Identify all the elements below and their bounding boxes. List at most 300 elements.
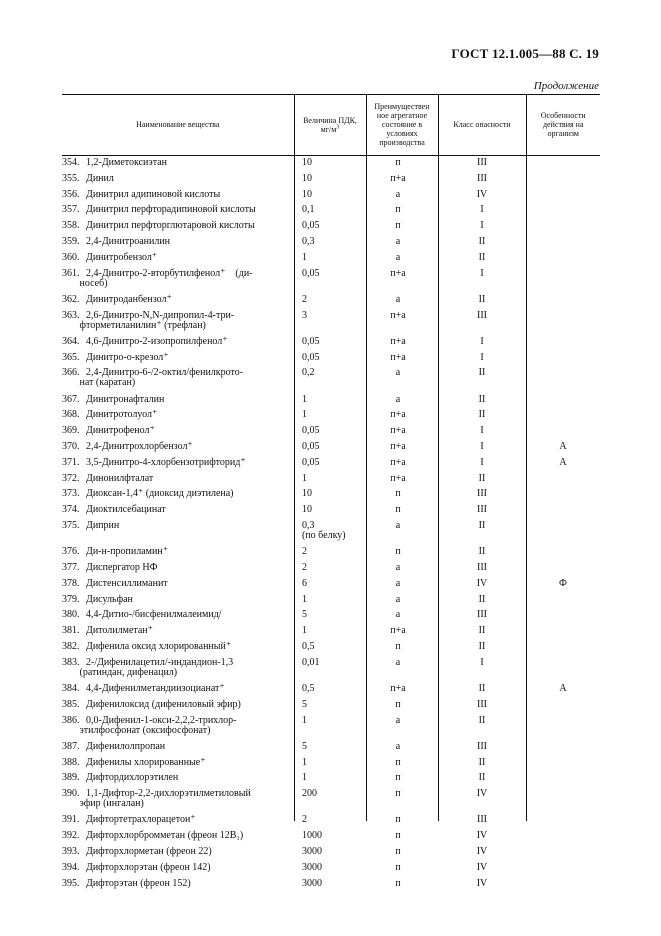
cell-state: а — [395, 562, 401, 573]
cell-state: п+а — [390, 409, 406, 421]
table-row — [62, 879, 600, 889]
substance-name: Дифенилолпропан — [86, 740, 166, 752]
cell-features: Ф — [559, 577, 567, 589]
table-row — [62, 579, 600, 589]
cell-class: I — [480, 456, 484, 468]
cell-state: п+а — [390, 441, 406, 452]
cell-name — [62, 758, 284, 768]
cell-pdk: 0,05 — [302, 425, 320, 437]
header-name: Наименование вещества — [62, 94, 294, 156]
substance-name: 1,2-Диметоксиэтан — [86, 157, 167, 168]
substance-name: Динитрил перфторадипиновой кислоты — [86, 204, 256, 216]
table-row — [62, 410, 600, 420]
header-pdk-text: Величина ПДК, мг/м — [303, 115, 357, 134]
cell-state: п — [395, 157, 401, 168]
continued-label: Продолжение — [533, 80, 599, 92]
substance-name: 2,4-Динитро-6-/2-октил/фенилкрото- нат (каратан) — [79, 367, 244, 389]
table-row — [62, 863, 600, 873]
cell-state: а — [395, 293, 401, 305]
row-number: 366. — [62, 367, 80, 379]
cell-class: II — [478, 472, 486, 484]
row-number: 359. — [62, 236, 80, 247]
cell-class: II — [478, 251, 486, 263]
cell-pdk: 0,05 — [302, 335, 320, 347]
cell-name — [62, 847, 284, 857]
cell-class: I — [480, 204, 484, 216]
substance-name: Ди-н-пропиламин⁺ — [86, 546, 168, 558]
cell-name — [62, 773, 284, 783]
row-number: 384. — [62, 683, 80, 694]
substance-name: Дифторхлорметан (фреон 22) — [86, 846, 212, 857]
cell-class: II — [478, 772, 486, 784]
cell-name — [62, 521, 284, 531]
cell-pdk: 0,05 — [302, 441, 320, 452]
row-number: 376. — [62, 546, 80, 558]
cell-name — [62, 458, 284, 468]
substance-name: Дитолилметан⁺ — [86, 625, 153, 637]
table-row — [62, 295, 600, 305]
substance-name: 4,6-Динитро-2-изопропилфенол⁺ — [86, 335, 228, 347]
table-row — [62, 337, 600, 347]
cell-class: I — [480, 220, 484, 232]
row-number: 378. — [62, 577, 80, 589]
cell-name — [62, 395, 284, 405]
cell-pdk: 0,05 — [302, 220, 320, 232]
row-number: 369. — [62, 425, 80, 437]
cell-class: III — [477, 172, 487, 184]
table-row — [62, 658, 600, 679]
cell-class: IV — [476, 830, 488, 842]
cell-class: II — [478, 593, 486, 605]
substance-name: Динитрил перфторглютаровой кислоты — [86, 220, 255, 232]
cell-name — [62, 815, 284, 825]
row-number: 355. — [62, 172, 80, 184]
cell-name — [62, 311, 284, 331]
cell-class: II — [478, 756, 486, 768]
cell-state: п — [395, 846, 401, 857]
cell-class: I — [480, 351, 484, 363]
row-number: 395. — [62, 877, 80, 889]
table-row — [62, 311, 600, 332]
cell-name — [62, 442, 284, 452]
table-row — [62, 489, 600, 499]
substance-name: 4,4-Дифенилметандиизоцианат⁺ — [86, 683, 225, 694]
cell-state: а — [395, 520, 401, 531]
substance-name: Динитрофенол⁺ — [86, 425, 155, 437]
row-number: 367. — [62, 393, 80, 405]
cell-name — [62, 489, 284, 499]
cell-pdk: 5 — [302, 609, 307, 621]
substance-name: 1,1-Дифтор-2,2-дихлорэтилметиловый эфир (ингалан) — [79, 788, 251, 810]
cell-pdk: 200 — [302, 788, 317, 800]
table-row — [62, 815, 600, 825]
cell-name — [62, 742, 284, 752]
substance-name: Дифенила оксид хлорированный⁺ — [86, 641, 232, 652]
cell-state: п+а — [390, 172, 406, 184]
row-number: 387. — [62, 740, 80, 752]
cell-name — [62, 505, 284, 515]
row-number: 358. — [62, 220, 80, 232]
cell-class: IV — [476, 861, 488, 873]
cell-pdk: 5 — [302, 698, 307, 710]
cell-state: а — [395, 714, 401, 726]
cell-class: II — [478, 714, 486, 726]
substance-name: Дифторхлорэтан (фреон 142) — [86, 861, 211, 873]
row-number: 375. — [62, 520, 80, 531]
cell-pdk: 1 — [302, 393, 307, 405]
table-row — [62, 395, 600, 405]
table-row — [62, 474, 600, 484]
cell-pdk: 2 — [302, 293, 307, 305]
cell-class: III — [477, 698, 487, 710]
cell-name — [62, 658, 284, 678]
table-row — [62, 253, 600, 263]
cell-pdk: 1 — [302, 251, 307, 263]
header-features: Особенности действия на организм — [526, 94, 600, 156]
table-row — [62, 595, 600, 605]
row-number: 383. — [62, 656, 80, 668]
cell-name — [62, 295, 284, 305]
substance-name: 0,0-Дифенил-1-окси-2,2,2-трихлор- этилфосфонат (оксифосфонат) — [79, 714, 237, 736]
cell-pdk: 3 — [302, 309, 307, 321]
cell-class: II — [478, 393, 486, 405]
cell-state: п — [395, 756, 401, 768]
cell-pdk: 0,5 — [302, 683, 315, 694]
cell-class: I — [480, 441, 484, 452]
table-header — [62, 94, 600, 156]
cell-state: п+а — [390, 309, 406, 321]
row-number: 382. — [62, 641, 80, 652]
cell-pdk: 0,05 — [302, 351, 320, 363]
substance-name: Дифторхлорбромметан (фреон 12В₁) — [86, 830, 244, 842]
substance-name: Динил — [86, 172, 114, 184]
cell-class: II — [478, 625, 486, 637]
table-row — [62, 158, 600, 168]
cell-class: III — [477, 157, 487, 168]
cell-class: III — [477, 504, 487, 516]
cell-class: I — [480, 335, 484, 347]
row-number: 362. — [62, 293, 80, 305]
row-number: 363. — [62, 309, 80, 321]
row-number: 380. — [62, 609, 80, 621]
cell-pdk: 1 — [302, 714, 307, 726]
row-number: 392. — [62, 830, 80, 842]
table-row — [62, 847, 600, 857]
cell-pdk: 1000 — [302, 830, 322, 842]
cell-pdk: 2 — [302, 546, 307, 558]
cell-name — [62, 190, 284, 200]
cell-class: IV — [476, 577, 488, 589]
cell-name — [62, 716, 284, 736]
cell-class: III — [477, 309, 487, 321]
substance-name: Дисульфан — [86, 593, 133, 605]
substance-name: Динитротолуол⁺ — [86, 409, 158, 421]
cell-pdk: 0,2 — [302, 367, 315, 379]
cell-name — [62, 831, 284, 841]
cell-class: III — [477, 609, 487, 621]
row-number: 390. — [62, 788, 80, 800]
cell-state: а — [395, 577, 401, 589]
table-row — [62, 563, 600, 573]
substance-name: Диоксан-1,4⁺ (диоксид диэтилена) — [86, 488, 234, 500]
cell-state: п+а — [390, 267, 406, 279]
page-header-title: ГОСТ 12.1.005—88 С. 19 — [451, 46, 599, 61]
cell-state: а — [395, 251, 401, 263]
substance-name: Диоктилсебацинат — [86, 504, 166, 516]
row-number: 386. — [62, 714, 80, 726]
row-number: 365. — [62, 351, 80, 363]
row-number: 391. — [62, 814, 80, 826]
cell-state: а — [395, 188, 401, 200]
table-row — [62, 458, 600, 468]
cell-name — [62, 684, 284, 694]
header-state: Преимуществен ное агрегатное состояние в условиях производства — [366, 94, 438, 156]
table-row — [62, 758, 600, 768]
substance-name: 2-/Дифенилацетил/-индандион-1,3 (ратиндан, дифенацил) — [79, 656, 234, 678]
cell-class: II — [478, 546, 486, 558]
substance-name: Динитрил адипиновой кислоты — [86, 188, 221, 200]
cell-pdk: 10 — [302, 188, 312, 200]
substance-name: Дистенсиллиманит — [86, 577, 168, 589]
substance-name: Дифенилы хлорированные⁺ — [86, 756, 206, 768]
cell-state: п+а — [390, 456, 406, 468]
cell-pdk: 10 — [302, 172, 312, 184]
cell-name — [62, 789, 284, 809]
substance-name: 2,6-Динитро-N,N-дипропил-4-три- фторметиланилин⁺ (трефлан) — [79, 309, 235, 331]
row-number: 356. — [62, 188, 80, 200]
cell-name — [62, 269, 284, 289]
cell-state: п — [395, 830, 401, 842]
row-number: 354. — [62, 157, 80, 168]
cell-pdk: 0,5 — [302, 641, 315, 652]
cell-class: III — [477, 562, 487, 573]
cell-name — [62, 174, 284, 184]
table-row — [62, 368, 600, 389]
cell-class: II — [478, 293, 486, 305]
cell-state: п+а — [390, 625, 406, 637]
cell-pdk: 3000 — [302, 877, 322, 889]
cell-name — [62, 563, 284, 573]
row-number: 357. — [62, 204, 80, 216]
table-row — [62, 626, 600, 636]
cell-state: п — [395, 488, 401, 500]
cell-features: А — [559, 441, 567, 452]
cell-pdk: 1 — [302, 625, 307, 637]
cell-state: а — [395, 367, 401, 379]
substance-name: Дифтортетрахлорацетон⁺ — [86, 814, 196, 826]
cell-name — [62, 205, 284, 215]
cell-class: II — [478, 367, 486, 379]
cell-name — [62, 879, 284, 889]
cell-pdk: 2 — [302, 814, 307, 826]
cell-state: п — [395, 877, 401, 889]
table-row — [62, 773, 600, 783]
cell-class: IV — [476, 788, 488, 800]
table-row — [62, 174, 600, 184]
substance-name: Дифенилоксид (дифениловый эфир) — [86, 698, 241, 710]
substance-name: Диприн — [86, 520, 120, 531]
table-row — [62, 353, 600, 363]
substance-name: Динитро-о-крезол⁺ — [86, 351, 169, 363]
cell-class: I — [480, 267, 484, 279]
cell-state: п — [395, 641, 401, 652]
row-number: 361. — [62, 267, 80, 279]
cell-state: а — [395, 656, 401, 668]
row-number: 370. — [62, 441, 80, 452]
cell-class: II — [478, 641, 486, 652]
cell-pdk: 0,3 — [302, 236, 315, 247]
cell-name — [62, 337, 284, 347]
table-row — [62, 547, 600, 557]
cell-class: III — [477, 488, 487, 500]
substance-name: 2,4-Динитроанилин — [86, 236, 171, 247]
cell-class: I — [480, 425, 484, 437]
row-number: 393. — [62, 846, 80, 857]
table-row — [62, 269, 600, 290]
cell-state: п+а — [390, 683, 406, 694]
table-row — [62, 521, 600, 542]
cell-pdk: 1 — [302, 472, 307, 484]
cell-name — [62, 626, 284, 636]
table-row — [62, 742, 600, 752]
row-number: 360. — [62, 251, 80, 263]
cell-name — [62, 426, 284, 436]
cell-state: п — [395, 204, 401, 216]
header-pdk — [294, 94, 366, 156]
cell-state: а — [395, 609, 401, 621]
cell-class: II — [478, 520, 486, 531]
table-row — [62, 190, 600, 200]
cell-pdk: 6 — [302, 577, 307, 589]
cell-pdk: 0,1 — [302, 204, 315, 216]
cell-pdk: 0,3 (по белку) — [302, 520, 346, 541]
table-row — [62, 505, 600, 515]
cell-name — [62, 253, 284, 263]
cell-pdk: 3000 — [302, 846, 322, 857]
row-number: 371. — [62, 456, 80, 468]
cell-state: п — [395, 220, 401, 232]
cell-name — [62, 700, 284, 710]
row-number: 364. — [62, 335, 80, 347]
cell-pdk: 0,01 — [302, 656, 320, 668]
cell-class: I — [480, 656, 484, 668]
table-row — [62, 831, 600, 841]
cell-state: п — [395, 698, 401, 710]
substance-name: 3,5-Динитро-4-хлорбензотрифторид⁺ — [86, 456, 246, 468]
cell-pdk: 1 — [302, 772, 307, 784]
cell-name — [62, 237, 284, 247]
table-row — [62, 205, 600, 215]
cell-class: IV — [476, 846, 488, 857]
row-number: 368. — [62, 409, 80, 421]
cell-state: п — [395, 814, 401, 826]
cell-class: III — [477, 740, 487, 752]
cell-pdk: 3000 — [302, 861, 322, 873]
table-row — [62, 789, 600, 810]
cell-pdk: 10 — [302, 488, 312, 500]
cell-features: А — [559, 456, 567, 468]
cell-name — [62, 595, 284, 605]
cell-state: п+а — [390, 425, 406, 437]
cell-name — [62, 579, 284, 589]
row-number: 379. — [62, 593, 80, 605]
cell-state: п — [395, 788, 401, 800]
cell-class: II — [478, 409, 486, 421]
cell-state: п+а — [390, 472, 406, 484]
cell-state: п+а — [390, 335, 406, 347]
cell-name — [62, 642, 284, 652]
substance-name: Динонилфталат — [86, 472, 154, 484]
row-number: 373. — [62, 488, 80, 500]
row-number: 394. — [62, 861, 80, 873]
cell-name — [62, 221, 284, 231]
cell-pdk: 1 — [302, 593, 307, 605]
cell-class: II — [478, 683, 486, 694]
table-row — [62, 610, 600, 620]
row-number: 385. — [62, 698, 80, 710]
cell-features: А — [559, 683, 567, 694]
row-number: 389. — [62, 772, 80, 784]
row-number: 372. — [62, 472, 80, 484]
row-number: 388. — [62, 756, 80, 768]
cell-class: II — [478, 236, 486, 247]
cell-state: п — [395, 861, 401, 873]
substance-name: 2,4-Динитрохлорбензол⁺ — [86, 441, 193, 452]
cell-state: а — [395, 236, 401, 247]
cell-pdk: 0,05 — [302, 267, 320, 279]
substance-name: 4,4-Дитио-/бисфенилмалеимид/ — [86, 609, 222, 621]
cell-pdk: 5 — [302, 740, 307, 752]
cell-name — [62, 474, 284, 484]
cell-class: IV — [476, 188, 488, 200]
table-row — [62, 237, 600, 247]
cell-class: III — [477, 814, 487, 826]
table-row — [62, 716, 600, 737]
cell-pdk: 10 — [302, 157, 312, 168]
cell-name — [62, 158, 284, 168]
substance-name: Динитроданбензол⁺ — [86, 293, 172, 305]
cell-state: п+а — [390, 351, 406, 363]
cell-state: а — [395, 740, 401, 752]
substance-name: Дифтордихлорэтилен — [86, 772, 179, 784]
header-pdk-sup: 3 — [336, 123, 340, 130]
cell-state: а — [395, 393, 401, 405]
cell-pdk: 2 — [302, 562, 307, 573]
cell-name — [62, 547, 284, 557]
cell-name — [62, 410, 284, 420]
cell-pdk: 10 — [302, 504, 312, 516]
substance-name: Динитронафталин — [86, 393, 165, 405]
table-row — [62, 221, 600, 231]
substance-name: Дифторэтан (фреон 152) — [86, 877, 191, 889]
cell-state: п — [395, 504, 401, 516]
header-class: Класс опасности — [438, 94, 526, 156]
cell-state: п — [395, 772, 401, 784]
table-row — [62, 442, 600, 452]
cell-name — [62, 353, 284, 363]
cell-name — [62, 368, 284, 388]
cell-state: п — [395, 546, 401, 558]
substance-name: 2,4-Динитро-2-вторбутилфенол⁺ (ди- носеб) — [79, 267, 253, 289]
table-row — [62, 700, 600, 710]
cell-pdk: 0,05 — [302, 456, 320, 468]
cell-state: а — [395, 593, 401, 605]
cell-pdk: 1 — [302, 409, 307, 421]
cell-name — [62, 610, 284, 620]
cell-name — [62, 863, 284, 873]
cell-class: IV — [476, 877, 488, 889]
row-number: 377. — [62, 562, 80, 573]
